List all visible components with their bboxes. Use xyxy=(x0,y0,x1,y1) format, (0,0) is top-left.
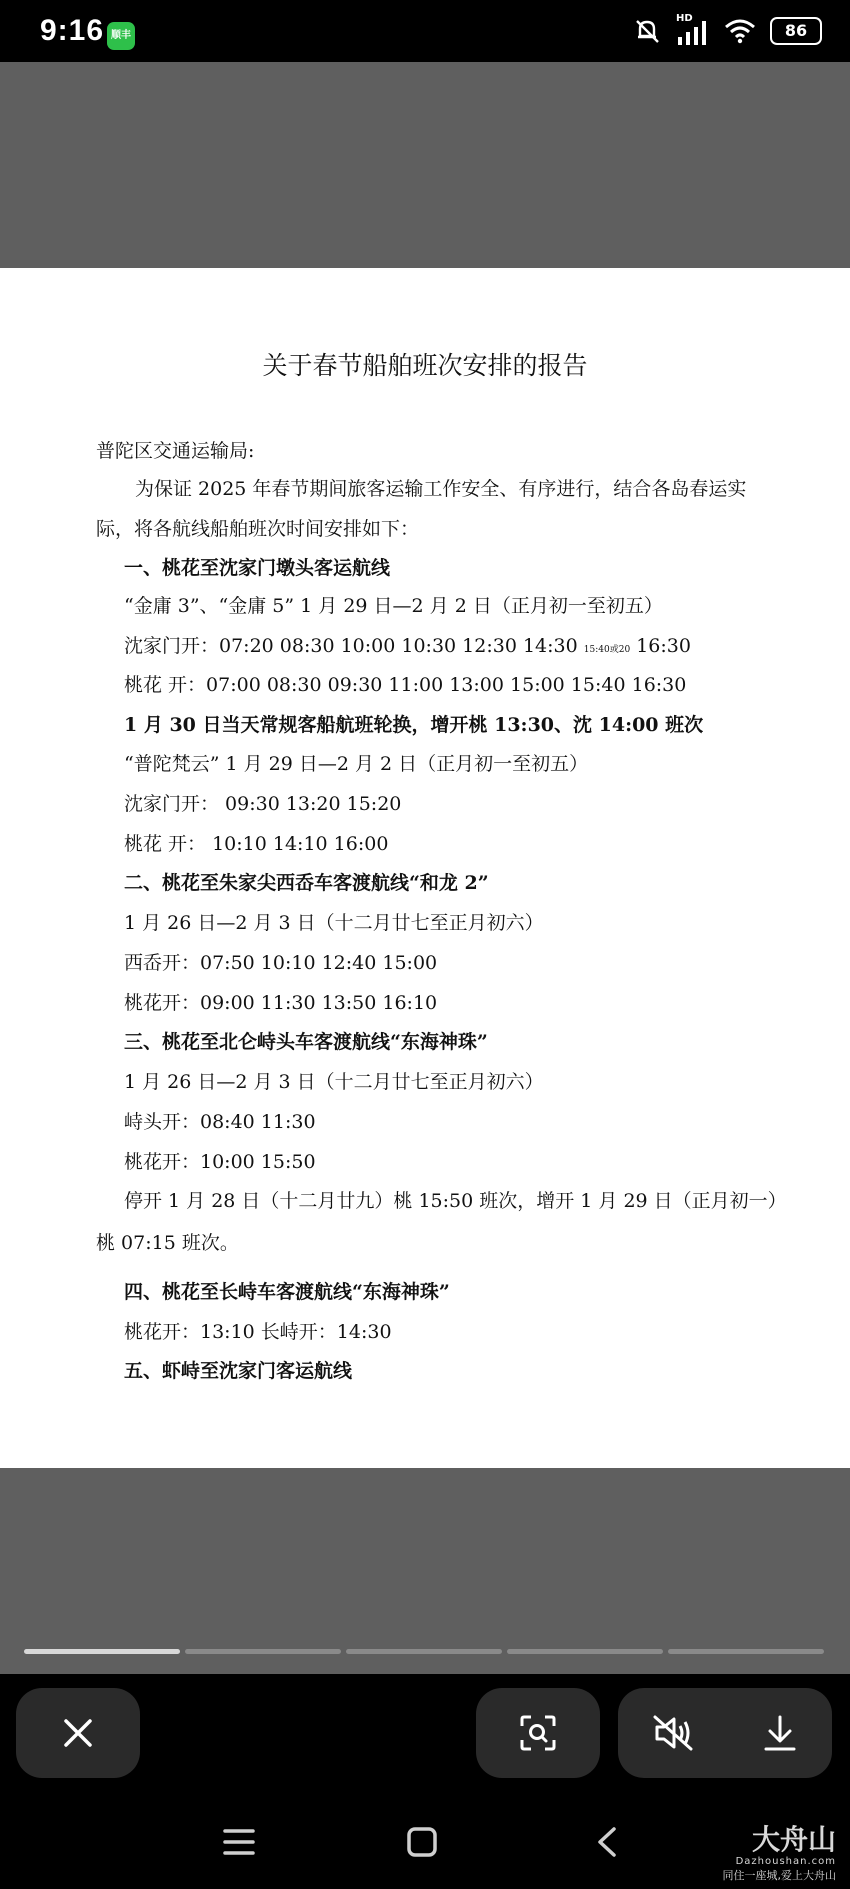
viewer-background-bottom xyxy=(0,1468,850,1674)
watermark-logo: 大舟山 xyxy=(751,1823,836,1856)
document-page[interactable] xyxy=(0,268,850,1468)
download-icon[interactable] xyxy=(760,1713,800,1753)
close-button[interactable] xyxy=(16,1688,140,1778)
section-1-ship-2: “普陀梵云” 1 月 29 日—2 月 2 日（正月初一至初五） xyxy=(124,753,589,775)
handwritten-note: 15:40或20 xyxy=(583,645,631,655)
wifi-icon xyxy=(724,18,756,44)
section-1-taohua-times: 桃花 开：07:00 08:30 09:30 11:00 13:00 15:00 15:40 16:30 xyxy=(124,674,687,696)
signal-icon xyxy=(676,13,710,45)
section-1-taohua-times-2: 桃花 开： 10:10 14:10 16:00 xyxy=(124,833,389,855)
section-2-title: 二、桃花至朱家尖西岙车客渡航线“和龙 2” xyxy=(124,872,489,894)
mute-icon[interactable] xyxy=(651,1713,695,1753)
section-3-zhitou-times: 峙头开：08:40 11:30 xyxy=(124,1111,316,1133)
shenjiamen-times-last: 16:30 xyxy=(636,635,691,657)
section-3-date: 1 月 26 日—2 月 3 日（十二月廿七至正月初六） xyxy=(124,1071,544,1093)
page-indicator-5[interactable] xyxy=(668,1649,824,1654)
mute-bell-icon xyxy=(632,16,662,46)
page-indicator-1[interactable] xyxy=(24,1649,180,1654)
section-3-note-line-1: 停开 1 月 28 日（十二月廿九）桃 15:50 班次，增开 1 月 29 日（正月初一） xyxy=(124,1190,787,1212)
page-indicator-3[interactable] xyxy=(346,1649,502,1654)
shenjiamen-times-main: 沈家门开：07:20 08:30 10:00 10:30 12:30 14:30 xyxy=(124,635,578,657)
section-1-title: 一、桃花至沈家门墩头客运航线 xyxy=(124,557,391,579)
section-3-title: 三、桃花至北仑峙头车客渡航线“东海神珠” xyxy=(124,1031,488,1053)
close-icon xyxy=(61,1716,95,1750)
section-5-title: 五、虾峙至沈家门客运航线 xyxy=(124,1360,353,1382)
status-icons xyxy=(632,13,822,46)
status-time: 9:16 xyxy=(40,14,105,47)
watermark-slogan: 同住一座城,爱上大舟山 xyxy=(722,1869,836,1882)
back-icon[interactable] xyxy=(592,1825,622,1859)
section-1-shenjiamen-times xyxy=(124,631,691,658)
home-icon[interactable] xyxy=(406,1826,438,1858)
watermark xyxy=(723,1818,837,1883)
media-actions-group xyxy=(618,1688,832,1778)
page-indicator-4[interactable] xyxy=(507,1649,663,1654)
section-3-note-line-2: 桃 07:15 班次。 xyxy=(96,1232,239,1254)
menu-icon[interactable] xyxy=(222,1826,256,1858)
scan-text-icon xyxy=(518,1713,558,1753)
section-1-note: 1 月 30 日当天常规客船航班轮换，增开桃 13:30、沈 14:00 班次 xyxy=(124,714,704,736)
scan-text-button[interactable] xyxy=(476,1688,600,1778)
section-2-xiao-times: 西岙开：07:50 10:10 12:40 15:00 xyxy=(124,952,438,974)
section-4-title: 四、桃花至长峙车客渡航线“东海神珠” xyxy=(124,1281,450,1303)
addressee: 普陀区交通运输局: xyxy=(96,440,255,462)
document-title: 关于春节船舶班次安排的报告 xyxy=(262,351,588,380)
intro-line-2: 际，将各航线船舶班次时间安排如下： xyxy=(96,518,420,540)
section-1-ships: “金庸 3”、“金庸 5” 1 月 29 日—2 月 2 日（正月初一至初五） xyxy=(124,595,663,617)
intro-line-1: 为保证 2025 年春节期间旅客运输工作安全、有序进行，结合各岛春运实 xyxy=(135,478,747,500)
section-1-shenjiamen-times-2: 沈家门开： 09:30 13:20 15:20 xyxy=(124,793,402,815)
section-2-taohua-times: 桃花开：09:00 11:30 13:50 16:10 xyxy=(124,992,438,1014)
section-3-taohua-times: 桃花开：10:00 15:50 xyxy=(124,1151,316,1173)
watermark-domain: Dazhoushan.com xyxy=(735,1856,836,1867)
viewer-background-top xyxy=(0,62,850,268)
app-notification-icon: 顺丰 xyxy=(107,22,135,50)
network-type-label: HD xyxy=(676,13,693,24)
system-nav-bar xyxy=(0,1796,850,1889)
page-indicator-2[interactable] xyxy=(185,1649,341,1654)
section-2-date: 1 月 26 日—2 月 3 日（十二月廿七至正月初六） xyxy=(124,912,544,934)
section-4-times: 桃花开：13:10 长峙开：14:30 xyxy=(124,1321,392,1343)
status-bar xyxy=(0,0,850,62)
battery-icon: 86 xyxy=(770,17,822,45)
